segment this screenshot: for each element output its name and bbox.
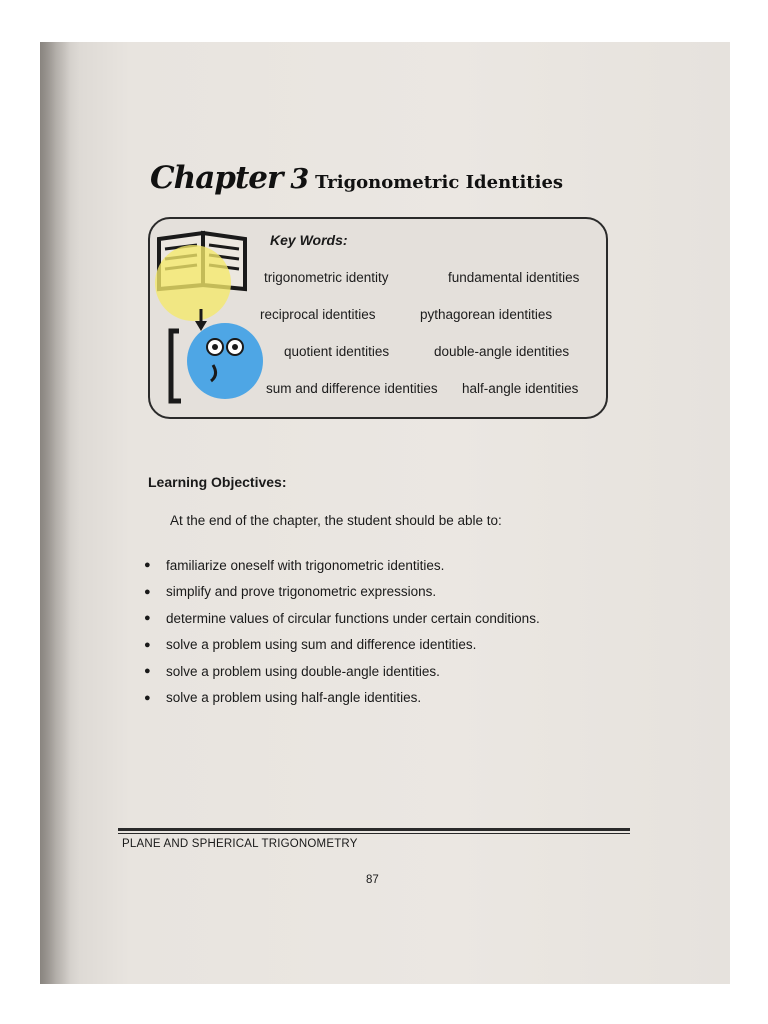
bullet-icon: ● — [144, 665, 151, 678]
key-word-item: pythagorean identities — [420, 307, 553, 322]
key-word-item: half-angle identities — [462, 381, 579, 396]
bullet-icon: ● — [144, 691, 151, 704]
key-word-item: trigonometric identity — [264, 270, 389, 285]
list-item — [144, 658, 540, 685]
objective-text: solve a problem using sum and difference identities. — [166, 637, 477, 653]
chapter-title: Trigonometric Identities — [315, 172, 564, 193]
bullet-icon: ● — [144, 612, 151, 625]
key-words-illustration — [153, 225, 273, 405]
footer-book-title: PLANE AND SPHERICAL TRIGONOMETRY — [122, 838, 358, 850]
objective-text: solve a problem using double-angle identities. — [166, 663, 440, 679]
key-word-item: double-angle identities — [434, 344, 570, 359]
list-item — [144, 632, 540, 659]
objective-text: familiarize oneself with trigonometric identities. — [166, 557, 445, 573]
key-words-label: Key Words: — [270, 232, 348, 248]
thinking-head-icon — [153, 321, 273, 411]
learning-objectives-heading: Learning Objectives: — [148, 474, 287, 490]
page-number: 87 — [366, 874, 379, 886]
list-item — [144, 605, 540, 632]
key-word-item: fundamental identities — [448, 270, 580, 285]
binding-shadow — [40, 42, 70, 984]
footer-rule — [118, 828, 630, 831]
bullet-icon: ● — [144, 559, 151, 572]
objective-text: determine values of circular functions under certain conditions. — [166, 610, 540, 626]
list-item — [144, 552, 540, 579]
objective-text: solve a problem using half-angle identities. — [166, 690, 422, 706]
chapter-heading — [150, 160, 563, 196]
objective-text: simplify and prove trigonometric expressions. — [166, 584, 437, 600]
bullet-icon: ● — [144, 638, 151, 651]
chapter-word: Chapter — [150, 160, 283, 196]
bullet-icon: ● — [144, 585, 151, 598]
key-words-box — [148, 217, 608, 419]
key-word-item: sum and difference identities — [266, 381, 438, 396]
page-photo — [40, 42, 730, 984]
list-item — [144, 579, 540, 606]
key-word-item: quotient identities — [284, 344, 390, 359]
list-item — [144, 685, 540, 712]
learning-objectives-list — [144, 552, 540, 711]
footer-rule-thin — [118, 833, 630, 834]
chapter-number: 3 — [290, 164, 310, 195]
learning-objectives-intro: At the end of the chapter, the student should be able to: — [170, 513, 502, 528]
key-word-item: reciprocal identities — [260, 307, 376, 322]
